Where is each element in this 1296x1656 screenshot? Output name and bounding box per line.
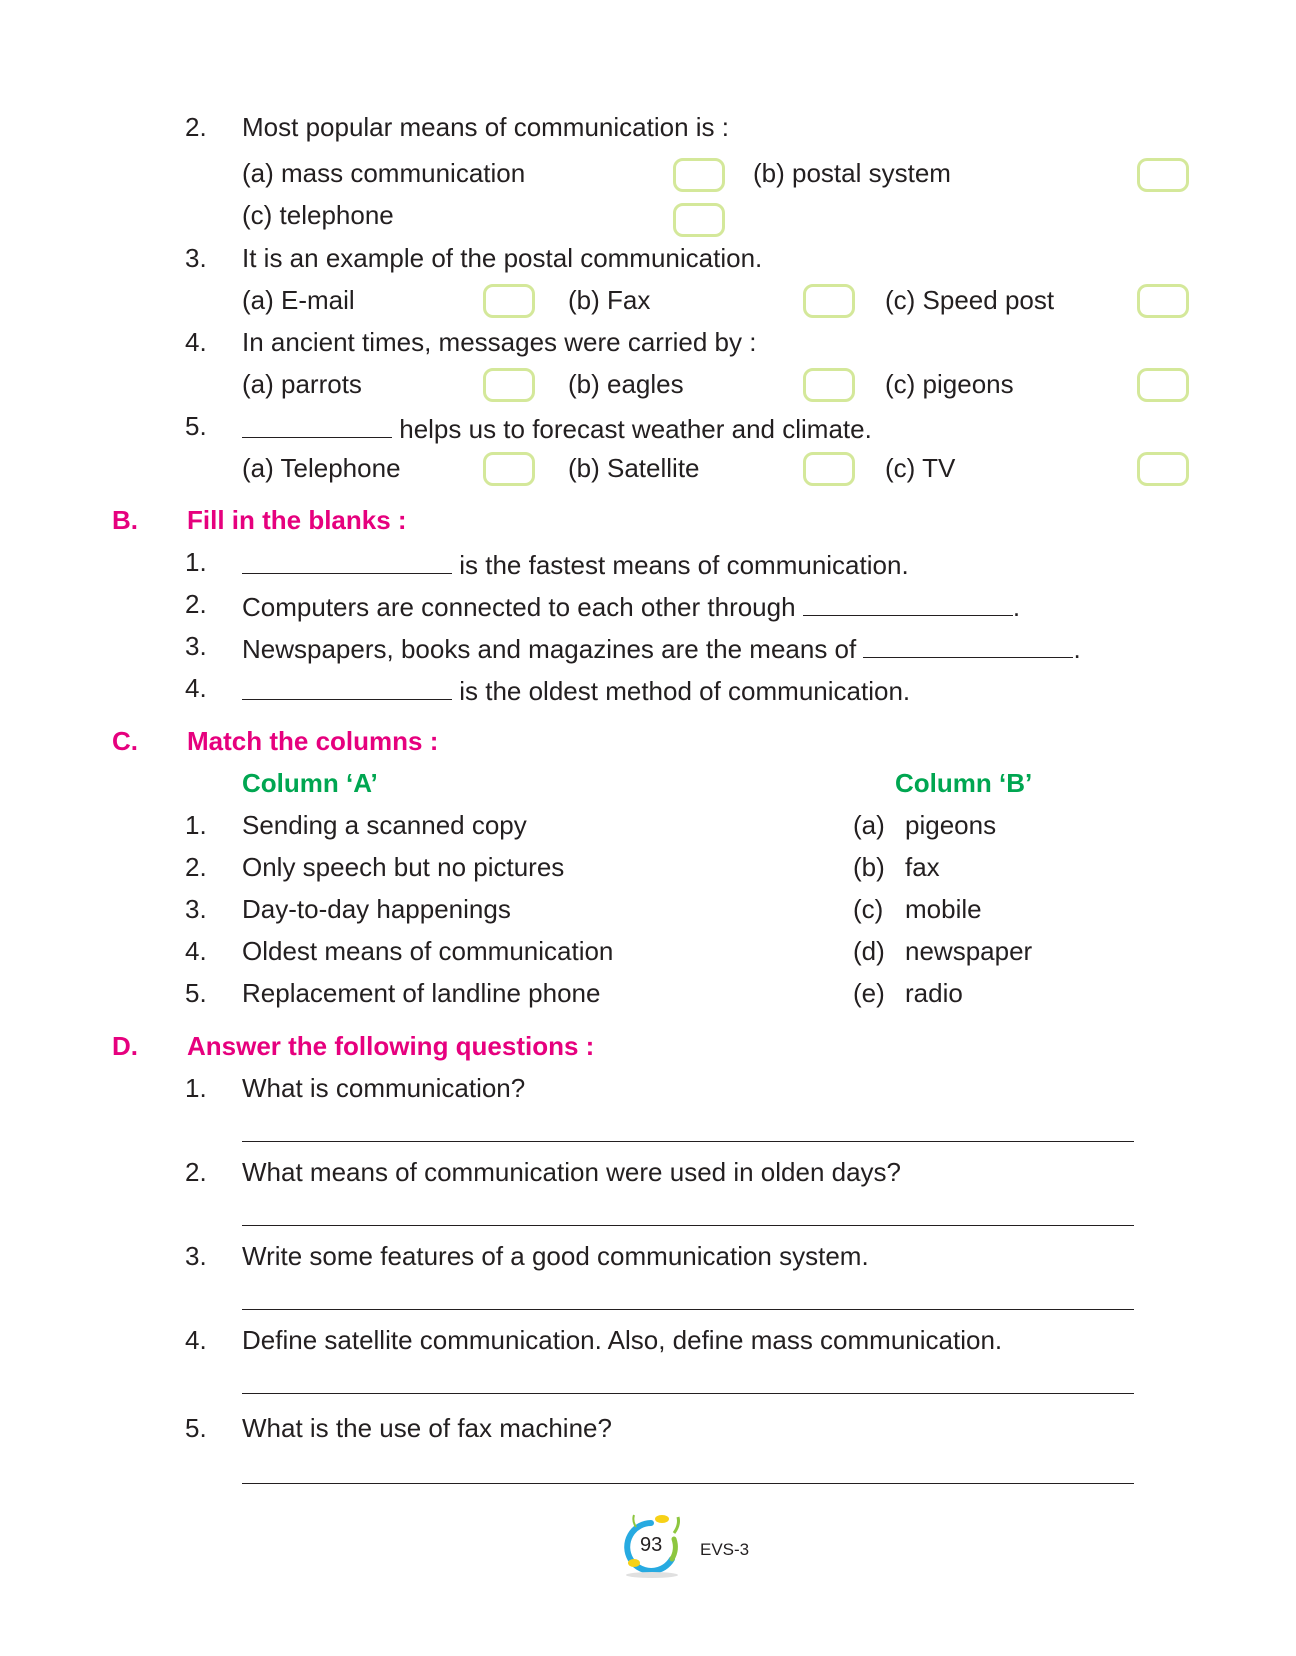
mcq-option: (c) pigeons (885, 369, 1014, 399)
mcq-option: (a) mass communication (242, 158, 526, 188)
section-letter: C. (112, 726, 138, 756)
mcq-option: (b) Fax (568, 285, 651, 315)
question-text: What means of communication were used in olden days? (242, 1157, 902, 1187)
item-number: 4. (185, 936, 207, 966)
checkbox[interactable] (1137, 452, 1189, 486)
checkbox[interactable] (803, 368, 855, 402)
answer-line[interactable] (242, 1483, 1134, 1484)
mcq-number: 4. (185, 327, 207, 357)
answer-blank[interactable] (242, 547, 452, 574)
item-number: 1. (185, 547, 207, 577)
column-a-item: Replacement of landline phone (242, 978, 601, 1008)
mcq-question-row (242, 411, 872, 444)
column-b-label: (b) (853, 852, 885, 882)
column-a-item: Sending a scanned copy (242, 810, 527, 840)
column-b-label: (a) (853, 810, 885, 840)
mcq-option: (b) postal system (753, 158, 951, 188)
mcq-option: (a) E-mail (242, 285, 355, 315)
question-text: Write some features of a good communication system. (242, 1241, 869, 1271)
section-letter: B. (112, 505, 138, 535)
fill-blank-end: . (1012, 592, 1021, 622)
item-number: 2. (185, 589, 207, 619)
column-b-item: radio (905, 978, 963, 1008)
item-number: 1. (185, 1073, 207, 1103)
fill-blank-text: is the oldest method of communication. (459, 676, 911, 706)
item-number: 3. (185, 631, 207, 661)
fill-blank-row (242, 589, 1020, 622)
checkbox[interactable] (483, 452, 535, 486)
checkbox[interactable] (483, 368, 535, 402)
answer-line[interactable] (242, 1141, 1134, 1142)
mcq-option: (b) Satellite (568, 453, 700, 483)
checkbox[interactable] (483, 284, 535, 318)
item-number: 4. (185, 673, 207, 703)
fill-blank-text: Computers are connected to each other through (242, 592, 796, 622)
mcq-number: 3. (185, 243, 207, 273)
mcq-number: 2. (185, 112, 207, 142)
fill-blank-text: is the fastest means of communication. (459, 550, 909, 580)
checkbox[interactable] (803, 284, 855, 318)
question-text: What is communication? (242, 1073, 526, 1103)
answer-blank[interactable] (803, 589, 1013, 616)
checkbox[interactable] (803, 452, 855, 486)
book-code: EVS-3 (700, 1540, 750, 1559)
mcq-option: (b) eagles (568, 369, 684, 399)
mcq-option: (a) parrots (242, 369, 362, 399)
column-b-heading: Column ‘B’ (895, 768, 1033, 798)
item-number: 1. (185, 810, 207, 840)
fill-blank-text: Newspapers, books and magazines are the means of (242, 634, 857, 664)
mcq-option: (a) Telephone (242, 453, 401, 483)
column-a-item: Only speech but no pictures (242, 852, 565, 882)
fill-blank-end: . (1073, 634, 1081, 664)
answer-line[interactable] (242, 1225, 1134, 1226)
checkbox[interactable] (673, 203, 725, 237)
mcq-question: helps us to forecast weather and climate. (399, 414, 872, 444)
column-a-item: Day-to-day happenings (242, 894, 511, 924)
section-title: Match the columns : (187, 726, 439, 756)
checkbox[interactable] (1137, 284, 1189, 318)
section-title: Fill in the blanks : (187, 505, 407, 535)
item-number: 5. (185, 978, 207, 1008)
item-number: 2. (185, 852, 207, 882)
mcq-option: (c) TV (885, 453, 956, 483)
checkbox[interactable] (1137, 158, 1189, 192)
answer-blank[interactable] (863, 631, 1073, 658)
item-number: 4. (185, 1325, 207, 1355)
question-text: What is the use of fax machine? (242, 1413, 612, 1443)
question-text: Define satellite communication. Also, define mass communication. (242, 1325, 1003, 1355)
column-b-item: fax (905, 852, 940, 882)
column-b-item: mobile (905, 894, 982, 924)
column-b-label: (e) (853, 978, 885, 1008)
mcq-option: (c) telephone (242, 200, 394, 230)
mcq-option: (c) Speed post (885, 285, 1055, 315)
fill-blank-row (242, 631, 1081, 664)
item-number: 5. (185, 1413, 207, 1443)
mcq-question: It is an example of the postal communication. (242, 243, 763, 273)
answer-line[interactable] (242, 1393, 1134, 1394)
column-b-label: (d) (853, 936, 885, 966)
column-a-item: Oldest means of communication (242, 936, 614, 966)
fill-blank-row (242, 547, 909, 580)
mcq-question: In ancient times, messages were carried by : (242, 327, 757, 357)
mcq-number: 5. (185, 411, 207, 441)
checkbox[interactable] (1137, 368, 1189, 402)
answer-line[interactable] (242, 1309, 1134, 1310)
column-b-item: pigeons (905, 810, 997, 840)
checkbox[interactable] (673, 158, 725, 192)
item-number: 2. (185, 1157, 207, 1187)
fill-blank-row (242, 673, 910, 706)
answer-blank[interactable] (242, 411, 392, 438)
mcq-question: Most popular means of communication is : (242, 112, 729, 142)
section-letter: D. (112, 1031, 138, 1061)
page-number: 93 (640, 1534, 663, 1556)
item-number: 3. (185, 894, 207, 924)
section-title: Answer the following questions : (187, 1031, 595, 1061)
answer-blank[interactable] (242, 673, 452, 700)
column-a-heading: Column ‘A’ (242, 768, 378, 798)
column-b-label: (c) (853, 894, 884, 924)
column-b-item: newspaper (905, 936, 1033, 966)
item-number: 3. (185, 1241, 207, 1271)
